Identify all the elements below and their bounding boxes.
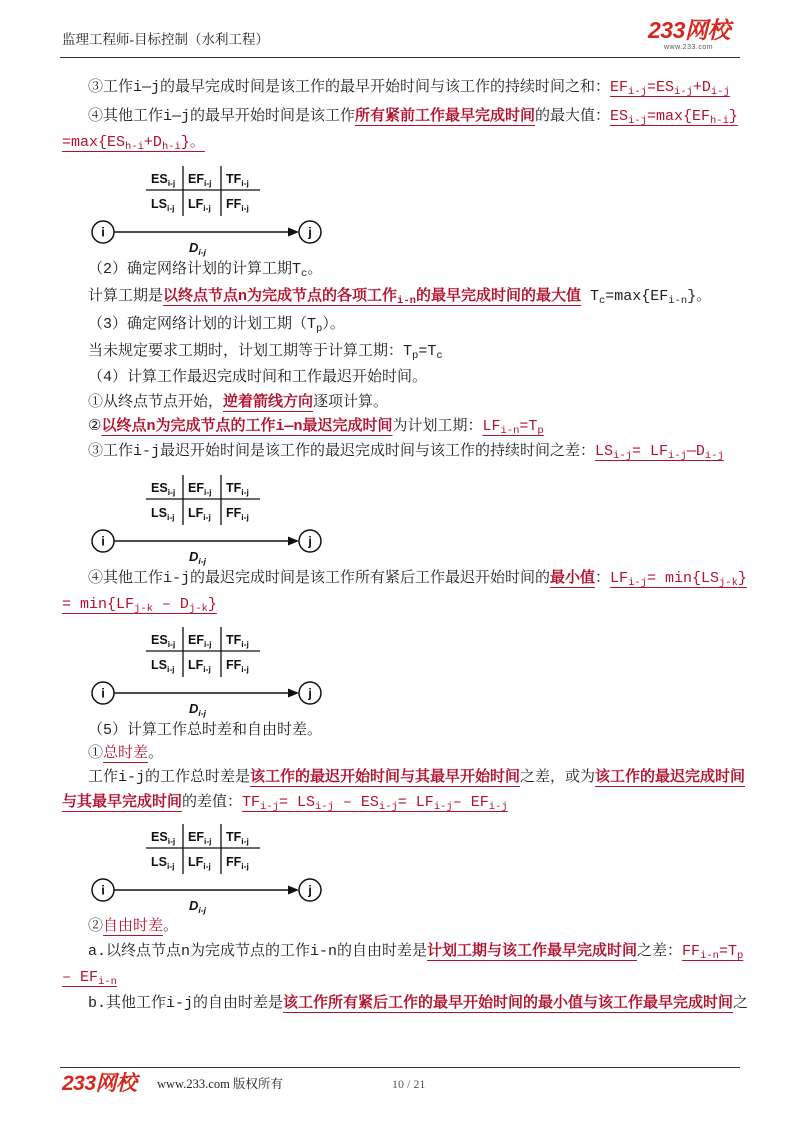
emphasized-text: 以终点n为完成节点的工作i—n最迟完成时间	[101, 418, 393, 435]
page-number: 10 / 21	[392, 1077, 426, 1091]
subscript-text: i-j	[613, 450, 632, 462]
subscript-text: h-i	[125, 141, 144, 153]
subscript-text: p	[537, 425, 544, 437]
body-text: ④其他工作i—j的最早开始时间是该工作	[88, 108, 356, 125]
body-text: （5）计算工作总时差和自由时差。	[88, 722, 323, 739]
subscript-text: i-j	[488, 801, 508, 813]
emphasized-text: 与其最早完成时间	[62, 794, 183, 811]
cell-label: FF	[226, 855, 242, 869]
line-earliest-start-formula-cont	[62, 133, 205, 153]
emphasized-text: – EF	[452, 794, 489, 811]
cell-subscript: i-j	[241, 836, 249, 846]
body-text: =max{EF	[605, 288, 669, 305]
cell-subscript: i-j	[166, 861, 175, 871]
emphasized-text: = LF	[631, 443, 668, 460]
emphasized-text: 的最早完成时间的最大值	[415, 288, 581, 305]
end-node-label: j	[308, 224, 312, 240]
subscript-text: i-j	[260, 801, 279, 813]
body-text: a.以终点节点n为完成节点的工作i-n的自由时差是	[88, 943, 428, 960]
cell-ls	[151, 855, 175, 871]
emphasized-text: LF	[610, 570, 629, 587]
line-total-float-def	[88, 768, 745, 788]
emphasized-text: —D	[686, 443, 705, 460]
body-text: ：	[595, 570, 611, 587]
body-text: 之	[733, 995, 749, 1012]
subscript-text: i-j	[667, 450, 687, 462]
duration-subscript: i-j	[198, 905, 206, 915]
cell-label: TF	[226, 830, 242, 844]
emphasized-text: =max{ES	[62, 134, 126, 151]
emphasized-text: LS	[595, 443, 614, 460]
duration-label	[189, 898, 207, 915]
body-text: 的差值：	[182, 794, 243, 811]
body-text: 。	[307, 261, 323, 278]
subheading-total-float	[88, 744, 163, 764]
cell-ef	[188, 633, 212, 649]
cell-subscript: i-j	[167, 487, 176, 497]
duration-label	[189, 549, 207, 566]
emphasized-text: =T	[718, 943, 737, 960]
body-text: （3）确定网络计划的计划工期（T	[88, 316, 317, 333]
cell-label: ES	[151, 172, 168, 186]
emphasized-text: – D	[152, 596, 189, 613]
cell-subscript: i-j	[167, 639, 176, 649]
emphasized-text: 逆着箭线方向	[223, 394, 314, 411]
node-diagram	[88, 160, 388, 260]
emphasized-text: 总时差	[103, 745, 149, 762]
arrow-head	[288, 228, 299, 237]
body-text: =T	[418, 343, 437, 360]
duration-label	[189, 240, 207, 257]
subscript-text: p	[736, 950, 744, 962]
node-diagram	[88, 621, 388, 721]
duration-subscript: i-j	[198, 556, 206, 566]
cell-subscript: i-j	[166, 203, 175, 213]
line-latest-finish-end-work	[88, 417, 544, 437]
cell-subscript: i-j	[203, 664, 211, 674]
start-node-label: i	[101, 533, 105, 549]
emphasized-text: }。	[180, 134, 205, 151]
cell-ls	[151, 658, 175, 674]
cell-subscript: i-j	[167, 178, 176, 188]
arrow-head	[288, 689, 299, 698]
duration-symbol: D	[189, 240, 199, 255]
cell-label: FF	[226, 197, 242, 211]
heading-planned-duration	[88, 315, 345, 335]
body-text: （4）计算工作最迟完成时间和工作最迟开始时间。	[88, 369, 428, 386]
body-text: 。	[148, 745, 164, 762]
cell-label: TF	[226, 481, 242, 495]
cell-ls	[151, 197, 175, 213]
subscript-text: i-n	[98, 976, 117, 988]
brand-logo-site: www.233.com	[664, 44, 714, 51]
subscript-text: p	[412, 350, 419, 362]
emphasized-text: FF	[682, 943, 701, 960]
emphasized-text: }	[207, 596, 217, 613]
heading-latest-times	[88, 368, 427, 388]
emphasized-text: – ES	[333, 794, 379, 811]
heading-float	[88, 721, 322, 741]
body-text: ③工作i-j最迟开始时间是该工作的最迟完成时间与该工作的持续时间之差：	[88, 443, 596, 460]
body-text: ）。	[322, 316, 345, 333]
cell-label: EF	[188, 830, 204, 844]
cell-label: LF	[188, 506, 204, 520]
body-text: 的最大值：	[535, 108, 611, 125]
body-text: 之差，或为	[520, 769, 596, 786]
cell-subscript: i-j	[241, 639, 249, 649]
header-title: 监理工程师-目标控制（水利工程）	[62, 32, 269, 47]
duration-subscript: i-j	[198, 247, 206, 257]
subscript-text: i-j	[710, 86, 730, 98]
cell-subscript: i-j	[203, 178, 212, 188]
emphasized-text: 以终点节点n为完成节点的各项工作	[163, 288, 398, 305]
header-divider	[60, 57, 740, 58]
emphasized-text: = LS	[278, 794, 315, 811]
node-diagram	[88, 469, 388, 569]
emphasized-text: TF	[242, 794, 261, 811]
cell-subscript: i-j	[203, 836, 212, 846]
footer-copyright: www.233.com 版权所有	[157, 1077, 283, 1091]
node-diagram	[88, 818, 388, 918]
subscript-text: i-j	[378, 801, 398, 813]
line-earliest-start-rule	[88, 107, 738, 127]
subscript-text: i-j	[628, 115, 647, 127]
emphasized-text: 最小值	[550, 570, 596, 587]
cell-subscript: i-j	[167, 836, 176, 846]
cell-es	[151, 830, 175, 846]
subscript-text: i-j	[628, 577, 647, 589]
line-latest-finish-formula-cont	[62, 595, 217, 615]
subscript-text: i-j	[673, 86, 693, 98]
cell-label: LF	[188, 197, 204, 211]
cell-lf	[188, 658, 211, 674]
cell-subscript: i-j	[241, 178, 249, 188]
subscript-text: i-j	[704, 450, 724, 462]
cell-label: TF	[226, 633, 242, 647]
cell-tf	[226, 481, 249, 497]
cell-ef	[188, 172, 212, 188]
subscript-text: i-n	[700, 950, 719, 962]
subscript-text: c	[598, 295, 606, 307]
emphasized-text: =max{EF	[646, 108, 710, 125]
cell-label: LS	[151, 855, 167, 869]
body-text: 工作i-j的工作总时差是	[88, 769, 251, 786]
cell-label: EF	[188, 172, 204, 186]
emphasized-text: – EF	[62, 969, 99, 986]
cell-label: LS	[151, 658, 167, 672]
body-text: ④其他工作i-j的最迟完成时间是该工作所有紧后工作最迟开始时间的	[88, 570, 551, 587]
duration-label	[189, 701, 207, 718]
cell-subscript: i-j	[241, 664, 249, 674]
emphasized-text: LF	[482, 418, 501, 435]
emphasized-text: }	[737, 570, 747, 587]
cell-ef	[188, 830, 212, 846]
cell-label: ES	[151, 830, 168, 844]
cell-subscript: i-j	[241, 512, 249, 522]
body-text: ②	[88, 418, 102, 435]
body-text: 计算工期是	[88, 288, 164, 305]
body-text: b.其他工作i-j的自由时差是	[88, 995, 284, 1012]
cell-label: TF	[226, 172, 242, 186]
emphasized-text: }	[728, 108, 738, 125]
start-node-label: i	[101, 685, 105, 701]
duration-symbol: D	[189, 549, 199, 564]
cell-ls	[151, 506, 175, 522]
cell-lf	[188, 197, 211, 213]
cell-label: ES	[151, 633, 168, 647]
arrow-head	[288, 537, 299, 546]
subscript-text: i-j	[433, 801, 453, 813]
cell-label: LS	[151, 197, 167, 211]
cell-ff	[226, 658, 249, 674]
cell-label: FF	[226, 506, 242, 520]
subscript-text: i-n	[397, 295, 416, 307]
line-total-float-formula	[62, 793, 508, 813]
body-text: （2）确定网络计划的计算工期T	[88, 261, 302, 278]
emphasized-text: EF	[610, 79, 629, 96]
emphasized-text: =ES	[646, 79, 674, 96]
body-text: 当未规定要求工期时，计划工期等于计算工期：T	[88, 343, 413, 360]
subscript-text: p	[316, 323, 323, 335]
subheading-free-float	[88, 917, 178, 937]
cell-tf	[226, 830, 249, 846]
cell-subscript: i-j	[166, 512, 175, 522]
start-node-label: i	[101, 224, 105, 240]
line-planned-equals-calculated	[88, 342, 443, 362]
emphasized-text: 所有紧前工作最早完成时间	[355, 108, 536, 125]
cell-subscript: i-j	[203, 512, 211, 522]
body-text: 。	[163, 918, 179, 935]
subscript-text: i-j	[314, 801, 334, 813]
end-node-label: j	[308, 685, 312, 701]
end-node-label: j	[308, 882, 312, 898]
cell-label: LF	[188, 658, 204, 672]
subscript-text: c	[301, 268, 308, 280]
subscript-text: c	[436, 350, 443, 362]
emphasized-text: +D	[143, 134, 162, 151]
duration-symbol: D	[189, 898, 199, 913]
cell-label: LF	[188, 855, 204, 869]
cell-es	[151, 172, 175, 188]
cell-subscript: i-j	[241, 861, 249, 871]
cell-ef	[188, 481, 212, 497]
footer-brand-logo[interactable]: 233网校	[62, 1072, 137, 1095]
body-text: ①	[88, 745, 104, 762]
emphasized-text: =T	[519, 418, 538, 435]
cell-subscript: i-j	[166, 664, 175, 674]
subscript-text: j-k	[134, 603, 153, 615]
emphasized-text: 自由时差	[103, 918, 164, 935]
cell-ff	[226, 506, 249, 522]
body-text: }。	[687, 288, 712, 305]
cell-label: EF	[188, 633, 204, 647]
body-text: 为计划工期：	[392, 418, 483, 435]
subscript-text: j-k	[718, 577, 738, 589]
emphasized-text: 该工作的最迟完成时间	[595, 769, 746, 786]
cell-subscript: i-j	[203, 487, 212, 497]
cell-subscript: i-j	[203, 203, 211, 213]
emphasized-text: = min{LS	[646, 570, 719, 587]
cell-es	[151, 633, 175, 649]
cell-label: FF	[226, 658, 242, 672]
cell-subscript: i-j	[203, 861, 211, 871]
line-free-float-end-work	[88, 942, 743, 962]
emphasized-text: 该工作的最迟开始时间与其最早开始时间	[250, 769, 521, 786]
subscript-text: i-j	[628, 86, 647, 98]
cell-es	[151, 481, 175, 497]
emphasized-text: 计划工期与该工作最早完成时间	[427, 943, 638, 960]
emphasized-text: ES	[610, 108, 629, 125]
cell-lf	[188, 506, 211, 522]
body-text: 之差：	[637, 943, 683, 960]
body-text: ②	[88, 918, 104, 935]
line-earliest-finish-rule	[88, 78, 730, 98]
body-text: T	[580, 288, 599, 305]
line-latest-finish-rule	[88, 569, 747, 589]
line-latest-start-rule	[88, 442, 724, 462]
end-node-label: j	[308, 533, 312, 549]
line-start-from-end-node	[88, 393, 388, 413]
body-text: ①从终点节点开始，	[88, 394, 224, 411]
cell-subscript: i-j	[241, 487, 249, 497]
footer-divider	[60, 1067, 740, 1068]
subscript-text: i-n	[500, 425, 520, 437]
cell-label: LS	[151, 506, 167, 520]
body-text: 逐项计算。	[313, 394, 389, 411]
cell-subscript: i-j	[203, 639, 212, 649]
emphasized-text: = min{LF	[62, 596, 135, 613]
line-free-float-other-work	[88, 994, 748, 1014]
duration-subscript: i-j	[198, 708, 206, 718]
brand-logo[interactable]: 233网校	[648, 17, 730, 43]
duration-symbol: D	[189, 701, 199, 716]
cell-tf	[226, 172, 249, 188]
body-text: ③工作i—j的最早完成时间是该工作的最早开始时间与该工作的持续时间之和：	[88, 79, 611, 96]
line-calculated-duration-def	[88, 287, 711, 307]
heading-calculated-duration	[88, 260, 322, 280]
subscript-text: i-n	[668, 295, 688, 307]
cell-subscript: i-j	[241, 203, 249, 213]
emphasized-text: +D	[692, 79, 711, 96]
start-node-label: i	[101, 882, 105, 898]
subscript-text: j-k	[188, 603, 208, 615]
subscript-text: h-i	[709, 115, 729, 127]
cell-ff	[226, 197, 249, 213]
cell-label: EF	[188, 481, 204, 495]
cell-tf	[226, 633, 249, 649]
arrow-head	[288, 886, 299, 895]
cell-ff	[226, 855, 249, 871]
emphasized-text: = LF	[397, 794, 434, 811]
line-free-float-formula-cont	[62, 968, 117, 988]
emphasized-text: 该工作所有紧后工作的最早开始时间的最小值与该工作最早完成时间	[283, 995, 734, 1012]
cell-label: ES	[151, 481, 168, 495]
subscript-text: h-i	[161, 141, 181, 153]
cell-lf	[188, 855, 211, 871]
